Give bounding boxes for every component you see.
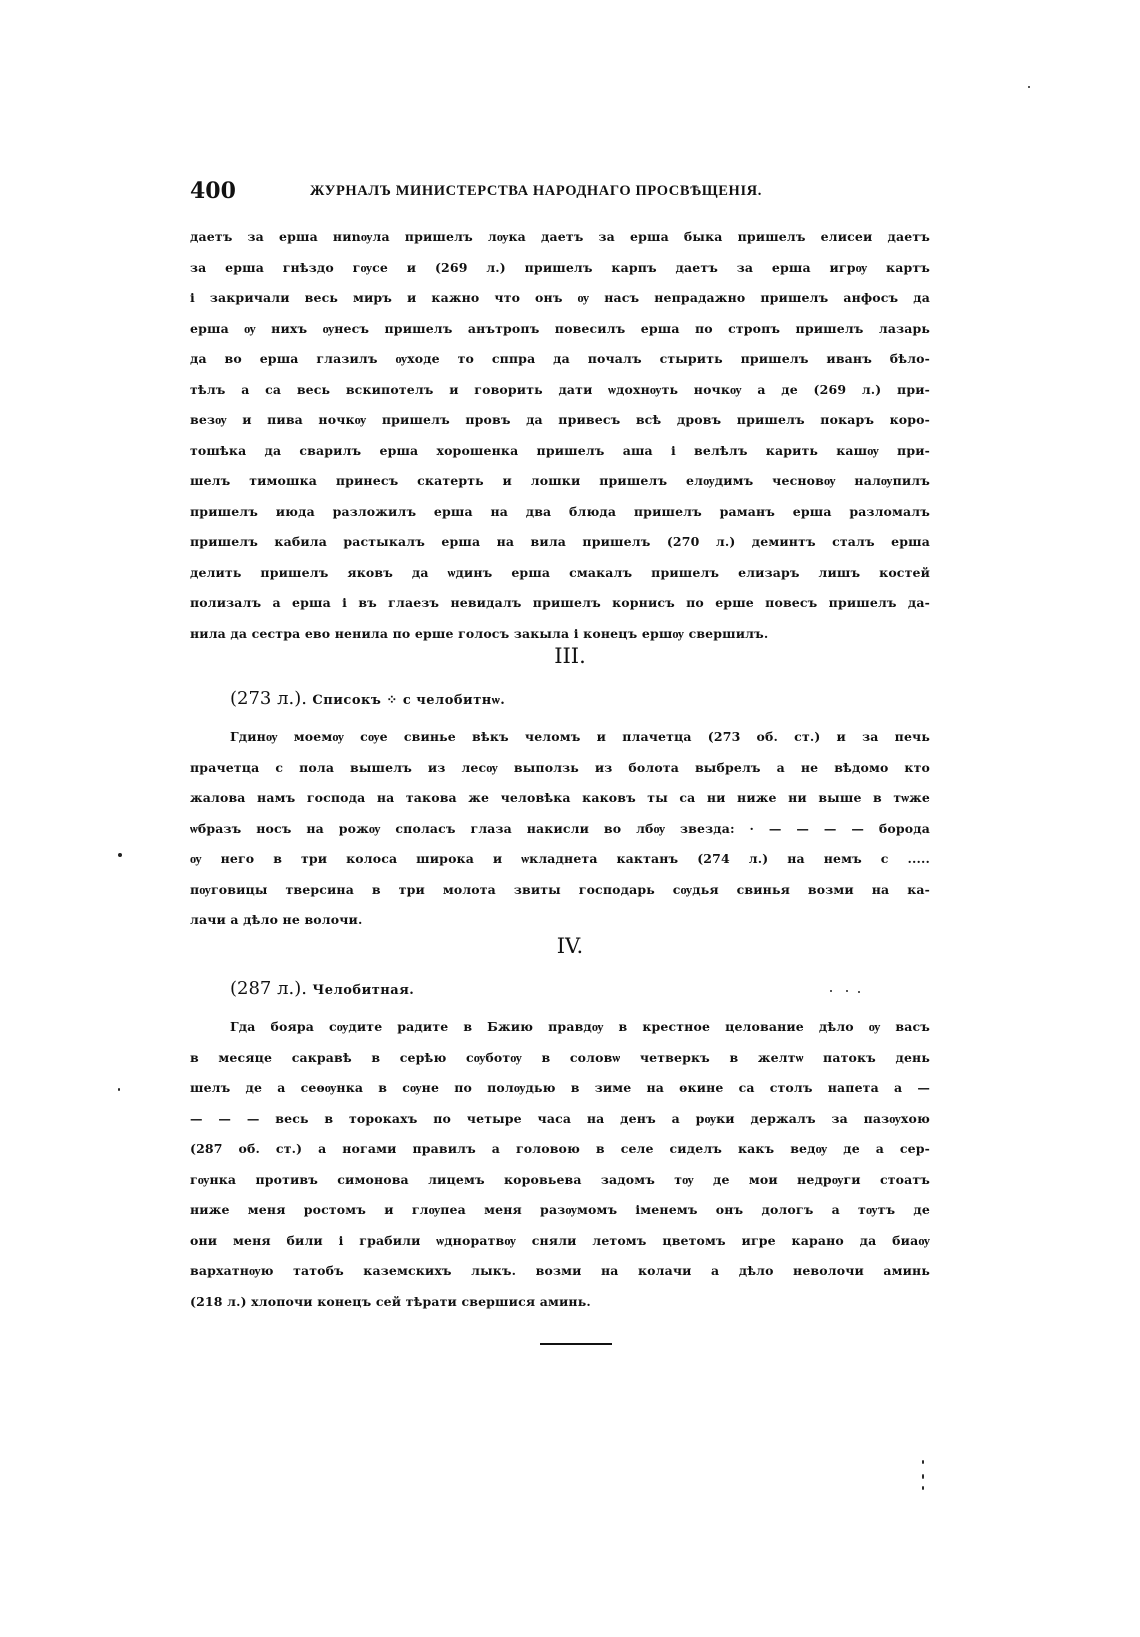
scan-speck <box>922 1474 924 1479</box>
section-three-text <box>190 722 930 936</box>
scan-speck <box>922 1486 924 1490</box>
text-line: тѣлъ а са весь вскипотелъ и говорить дати ѡдохнѹть ночкѹ а де (269 л.) при- <box>190 381 930 397</box>
text-line: ниже меня ростомъ и глѹпеа меня разѹмомъ іменемъ онъ дологъ а тѹтъ де <box>190 1202 930 1217</box>
text-line: тошѣка да сварилъ ерша хорошенка пришелъ аша і велѣлъ карить кашѹ при- <box>190 442 930 458</box>
opening-text <box>190 222 930 649</box>
text-line: шелъ де а сеѳѹнка в сѹне по полѹдью в зиме на ѳкине са столъ напета а — <box>190 1080 930 1095</box>
text-line: лачи а дѣло не волочи. <box>190 912 363 927</box>
text-line: пришелъ кабила растыкалъ ерша на вила пришелъ (270 л.) деминтъ сталъ ерша <box>190 534 930 549</box>
section-four-text <box>190 1012 930 1317</box>
scan-speck <box>118 1088 120 1091</box>
text-line: в месяце сакравѣ в серѣю сѹботѹ в соловѡ четверкъ в желтѡ патокъ день <box>190 1049 930 1065</box>
document-heading-four <box>230 978 414 999</box>
text-line: (218 л.) хлопочи конецъ сей тѣрати свершися аминь. <box>190 1293 591 1309</box>
text-line: — — — весь в торокахъ по четыре часа на денъ а рѹки держалъ за пазѹхою <box>190 1110 930 1126</box>
text-line: (287 об. ст.) а ногами правилъ а головою в селе сиделъ какъ ведѹ де а сер- <box>190 1141 930 1156</box>
text-line: везѹ и пива ночкѹ пришелъ провъ да привесъ всѣ дровъ пришелъ покаръ коро- <box>190 412 930 427</box>
scan-speck <box>830 990 832 992</box>
text-line: жалова намъ господа на такова же человѣка каковъ ты са ни ниже ни выше в тѡже <box>190 790 930 805</box>
text-line: да во ерша глазилъ ѹходе то сппра да почалъ стырить пришелъ иванъ бѣло- <box>190 351 930 366</box>
text-line: шелъ тимошка принесъ скатерть и лошки пришелъ елѹдимъ чесновѹ налѹпилъ <box>190 473 930 488</box>
text-line: они меня били і грабили ѡдноратвѹ сняли летомъ цветомъ игре карано да биаѹ <box>190 1232 930 1248</box>
text-line: і закричали весь миръ и кажно что онъ ѹ насъ непрадажно пришелъ анфосъ да <box>190 290 930 305</box>
text-line: полизалъ а ерша і въ глаезъ невидалъ пришелъ корнисъ по ерше повесъ пришелъ да- <box>190 595 930 610</box>
scan-speck <box>846 990 848 992</box>
scan-speck <box>858 991 860 993</box>
section-numeral-three: III. <box>554 644 586 668</box>
text-line: пѹговицы тверсина в три молота звиты господарь сѹдья свинья возми на ка- <box>190 881 930 897</box>
running-head <box>190 178 880 208</box>
folio-reference: (287 л.). <box>230 978 308 999</box>
end-rule <box>540 1343 612 1345</box>
text-line: гѹнка противъ симонова лицемъ коровьева задомъ тѹ де мои недрѹги стоатъ <box>190 1171 930 1187</box>
page-number: 400 <box>190 178 236 204</box>
text-line: пришелъ июда разложилъ ерша на два блюда пришелъ раманъ ерша разломалъ <box>190 503 930 519</box>
text-line: делить пришелъ яковъ да ѡдинъ ерша смакалъ пришелъ елизаръ лишъ костей <box>190 564 930 580</box>
text-line: ѡбразъ носъ на рожѹ споласъ глаза накисли во лбѹ звезда: · — — — — борода <box>190 820 930 836</box>
text-line: за ерша гнѣздо гѹсе и (269 л.) пришелъ карпъ даетъ за ерша игрѹ картъ <box>190 259 930 275</box>
section-numeral-four: IV. <box>556 934 584 958</box>
scan-speck <box>1028 86 1030 88</box>
document-title: Списокъ ⁘ с челобитнѡ. <box>312 693 506 708</box>
text-line: даетъ за ерша ниnѹла пришелъ лѹка даетъ за ерша быка пришелъ елисеи даетъ <box>190 229 930 244</box>
text-line: Гдинѹ моемѹ сѹе свинье вѣкъ челомъ и плачетца (273 об. ст.) и за печь <box>230 729 930 744</box>
folio-reference: (273 л.). <box>230 688 308 709</box>
document-heading-three <box>230 688 505 709</box>
text-line: прачетца с пола вышелъ из лесѹ выползь из болота выбрелъ а не вѣдомо кто <box>190 759 930 775</box>
text-line: ѹ него в три колоса широка и ѡкладнета кактанъ (274 л.) на немъ с ..... <box>190 851 930 866</box>
scan-speck <box>118 853 122 857</box>
text-line: ерша ѹ нихъ ѹнесъ пришелъ анътропъ повесилъ ерша по стропъ пришелъ лазарь <box>190 320 930 336</box>
text-line: нила да сестра ево ненила по ерше голосъ закыла і конецъ ершѹ свершилъ. <box>190 625 769 641</box>
text-line: Гда бояра сѹдите радите в Бжию правдѹ в крестное целование дѣло ѹ васъ <box>230 1019 930 1034</box>
journal-title: ЖУРНАЛЪ МИНИСТЕРСТВА НАРОДНАГО ПРОСВѢЩЕНІЯ. <box>310 183 762 199</box>
scan-speck <box>922 1460 924 1464</box>
text-line: вархатнѹю татобъ каземскихъ лыкъ. возми на колачи а дѣло неволочи аминь <box>190 1263 930 1278</box>
document-title: Челобитная. <box>312 983 415 998</box>
